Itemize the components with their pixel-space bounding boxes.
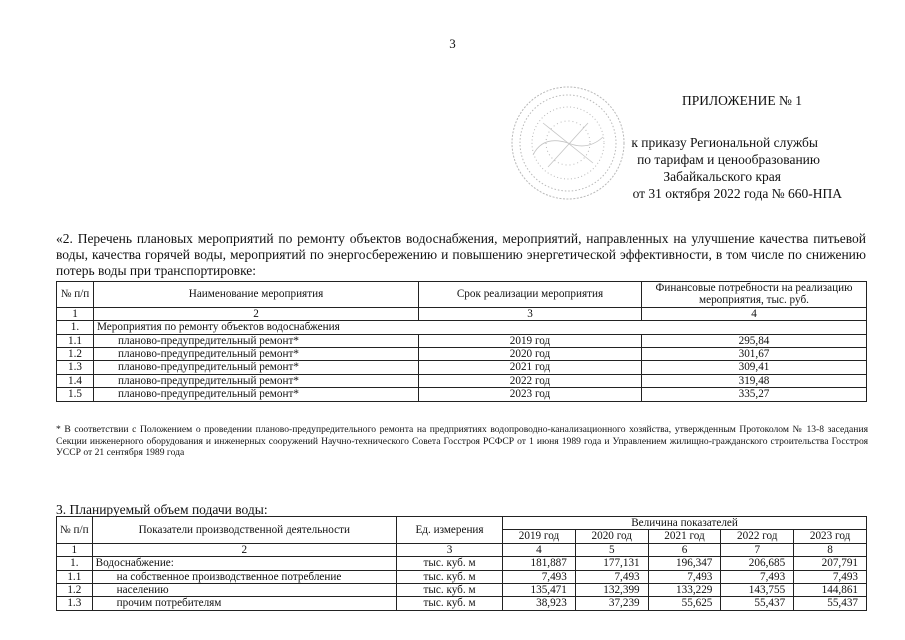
row-name: планово-предупредительный ремонт* — [94, 348, 419, 361]
row-period: 2021 год — [419, 361, 642, 374]
group-name: Мероприятия по ремонту объектов водоснабжения — [94, 321, 867, 334]
table-group-row — [57, 321, 867, 334]
table-row — [57, 348, 867, 361]
row-name: прочим потребителям — [92, 597, 396, 610]
appendix-line: к приказу Региональной службы — [631, 135, 818, 150]
row-value: 7,493 — [721, 570, 794, 583]
row-value: 206,685 — [721, 557, 794, 570]
row-num: 1.5 — [57, 388, 94, 401]
year-cell: 2019 год — [503, 530, 576, 543]
row-value: 38,923 — [503, 597, 576, 610]
row-value: 55,437 — [721, 597, 794, 610]
row-value: 207,791 — [794, 557, 867, 570]
row-period: 2023 год — [419, 388, 642, 401]
year-cell: 2023 год — [794, 530, 867, 543]
table-row — [57, 584, 867, 597]
row-value: 144,861 — [794, 584, 867, 597]
table-row — [57, 570, 867, 583]
row-name: населению — [92, 584, 396, 597]
table-numbering-row — [57, 307, 867, 320]
row-name: планово-предупредительный ремонт* — [94, 334, 419, 347]
row-name: Водоснабжение: — [92, 557, 396, 570]
row-num: 1.1 — [57, 334, 94, 347]
numbering-cell: 6 — [648, 543, 721, 556]
numbering-cell: 1 — [57, 543, 93, 556]
numbering-cell: 7 — [721, 543, 794, 556]
header-cell: Ед. измерения — [396, 517, 502, 544]
table-row — [57, 361, 867, 374]
header-cell: Финансовые потребности на реализацию мероприятия, тыс. руб. — [642, 282, 867, 308]
row-value: 55,437 — [794, 597, 867, 610]
row-value: 196,347 — [648, 557, 721, 570]
header-cell: Наименование мероприятия — [94, 282, 419, 308]
row-value: 7,493 — [503, 570, 576, 583]
row-value: 7,493 — [794, 570, 867, 583]
row-value: 132,399 — [575, 584, 648, 597]
row-amount: 335,27 — [642, 388, 867, 401]
row-num: 1. — [57, 557, 93, 570]
header-cell: Величина показателей — [503, 517, 867, 530]
row-period: 2020 год — [419, 348, 642, 361]
appendix-line: по тарифам и ценообразованию — [637, 152, 820, 167]
row-value: 55,625 — [648, 597, 721, 610]
row-period: 2022 год — [419, 374, 642, 387]
numbering-cell: 2 — [92, 543, 396, 556]
row-unit: тыс. куб. м — [396, 584, 502, 597]
row-num: 1.4 — [57, 374, 94, 387]
table-numbering-row — [57, 543, 867, 556]
row-value: 7,493 — [648, 570, 721, 583]
row-name: на собственное производственное потребление — [92, 570, 396, 583]
row-name: планово-предупредительный ремонт* — [94, 361, 419, 374]
table-row — [57, 334, 867, 347]
numbering-cell: 5 — [575, 543, 648, 556]
table-header-row — [57, 517, 867, 530]
group-num: 1. — [57, 321, 94, 334]
row-num: 1.2 — [57, 584, 93, 597]
section2-intro: «2. Перечень плановых мероприятий по ремонту объектов водоснабжения, мероприятий, направленных на улучшение качества питьевой воды, качества горячей воды, мероприятий по энергосбережению и повышению энергетической эффективности, в том числе по снижению потерь воды при транспортировке: — [56, 231, 866, 278]
numbering-cell: 3 — [396, 543, 502, 556]
year-cell: 2020 год — [575, 530, 648, 543]
row-value: 143,755 — [721, 584, 794, 597]
table-header-row — [57, 282, 867, 308]
year-cell: 2022 год — [721, 530, 794, 543]
row-value: 37,239 — [575, 597, 648, 610]
table-row — [57, 557, 867, 570]
row-amount: 301,67 — [642, 348, 867, 361]
appendix-line: Забайкальского края — [663, 169, 781, 184]
row-value: 7,493 — [575, 570, 648, 583]
numbering-cell: 3 — [419, 307, 642, 320]
row-name: планово-предупредительный ремонт* — [94, 374, 419, 387]
row-num: 1.3 — [57, 597, 93, 610]
row-value: 133,229 — [648, 584, 721, 597]
row-amount: 295,84 — [642, 334, 867, 347]
row-unit: тыс. куб. м — [396, 570, 502, 583]
year-cell: 2021 год — [648, 530, 721, 543]
water-supply-volume-table — [56, 516, 867, 611]
row-num: 1.1 — [57, 570, 93, 583]
row-name: планово-предупредительный ремонт* — [94, 388, 419, 401]
row-value: 135,471 — [503, 584, 576, 597]
table-row — [57, 388, 867, 401]
row-num: 1.2 — [57, 348, 94, 361]
row-value: 181,887 — [503, 557, 576, 570]
numbering-cell: 4 — [642, 307, 867, 320]
appendix-heading — [560, 92, 880, 202]
table-row — [57, 374, 867, 387]
appendix-title: ПРИЛОЖЕНИЕ № 1 — [681, 93, 802, 108]
row-unit: тыс. куб. м — [396, 597, 502, 610]
row-amount: 319,48 — [642, 374, 867, 387]
table-row — [57, 597, 867, 610]
row-unit: тыс. куб. м — [396, 557, 502, 570]
numbering-cell: 2 — [94, 307, 419, 320]
page-number: 3 — [449, 36, 456, 51]
row-num: 1.3 — [57, 361, 94, 374]
header-cell: Срок реализации мероприятия — [419, 282, 642, 308]
footnote: * В соответствии с Положением о проведении планово-предупредительного ремонта на предприятиях водопроводно-канализационного хозяйства, утвержденным Протоколом № 13-8 заседания Секции инженерного оборудования и инженерных сооружений Научно-технического Совета Госстроя РСФСР от 1 июня 1989 года и Управлением жилищно-гражданского строительства Госстроя УССР от 21 сентября 1989 года — [56, 424, 868, 458]
header-cell: № п/п — [57, 282, 94, 308]
header-cell: № п/п — [57, 517, 93, 544]
header-cell: Показатели производственной деятельности — [92, 517, 396, 544]
appendix-line: от 31 октября 2022 года № 660-НПА — [632, 186, 842, 201]
row-amount: 309,41 — [642, 361, 867, 374]
row-period: 2019 год — [419, 334, 642, 347]
numbering-cell: 1 — [57, 307, 94, 320]
numbering-cell: 4 — [503, 543, 576, 556]
numbering-cell: 8 — [794, 543, 867, 556]
row-value: 177,131 — [575, 557, 648, 570]
section3-title: 3. Планируемый объем подачи воды: — [56, 502, 268, 517]
repair-measures-table — [56, 281, 867, 402]
